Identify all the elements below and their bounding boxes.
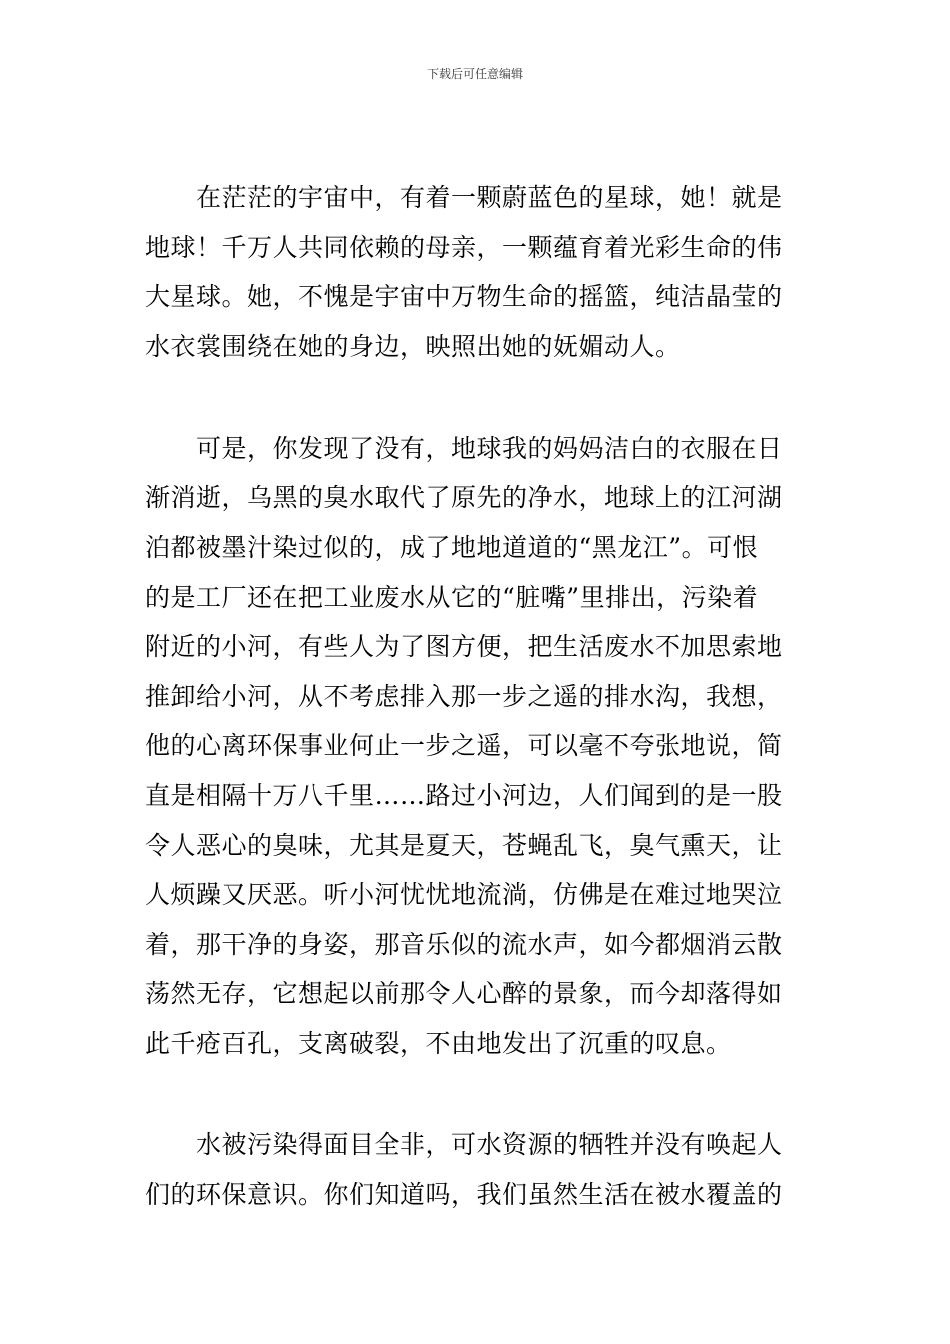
text-line: 们的环保意识。你们知道吗，我们虽然生活在被水覆盖的 <box>145 1180 783 1209</box>
text-line: 推卸给小河，从不考虑排入那一步之遥的排水沟，我想， <box>145 682 783 711</box>
text-line: 附近的小河，有些人为了图方便，把生活废水不加思索地 <box>145 632 783 661</box>
text-line: 着，那干净的身姿，那音乐似的流水声，如今都烟消云散 <box>145 930 783 959</box>
text-line: 在茫茫的宇宙中，有着一颗蔚蓝色的星球，她！就是 <box>145 183 783 212</box>
text-line: 水被污染得面目全非，可水资源的牺牲并没有唤起人 <box>145 1130 783 1159</box>
text-line: 荡然无存，它想起以前那令人心醉的景象，而今却落得如 <box>145 979 783 1008</box>
text-line: 令人恶心的臭味，尤其是夏天，苍蝇乱飞，臭气熏天，让 <box>145 831 783 860</box>
text-line: 水衣裳围绕在她的身边，映照出她的妩媚动人。 <box>145 332 681 361</box>
text-line: 的是工厂还在把工业废水从它的“脏嘴”里排出，污染着 <box>145 583 759 612</box>
text-line: 大星球。她，不愧是宇宙中万物生命的摇篮，纯洁晶莹的 <box>145 282 783 311</box>
text-line: 地球！千万人共同依赖的母亲，一颗蕴育着光彩生命的伟 <box>145 233 783 262</box>
text-line: 泊都被墨汁染过似的，成了地地道道的“黑龙江”。可恨 <box>145 533 759 562</box>
text-line: 直是相隔十万八千里……路过小河边，人们闻到的是一股 <box>145 781 783 810</box>
text-line: 他的心离环保事业何止一步之遥，可以毫不夸张地说，简 <box>145 731 783 760</box>
text-line: 可是，你发现了没有，地球我的妈妈洁白的衣服在日 <box>145 434 783 463</box>
text-line: 此千疮百孔，支离破裂，不由地发出了沉重的叹息。 <box>145 1029 732 1058</box>
text-line: 渐消逝，乌黑的臭水取代了原先的净水，地球上的江河湖 <box>145 483 783 512</box>
text-line: 人烦躁又厌恶。听小河忧忧地流淌，仿佛是在难过地哭泣 <box>145 880 783 909</box>
page-header: 下载后可任意编辑 <box>426 67 523 81</box>
